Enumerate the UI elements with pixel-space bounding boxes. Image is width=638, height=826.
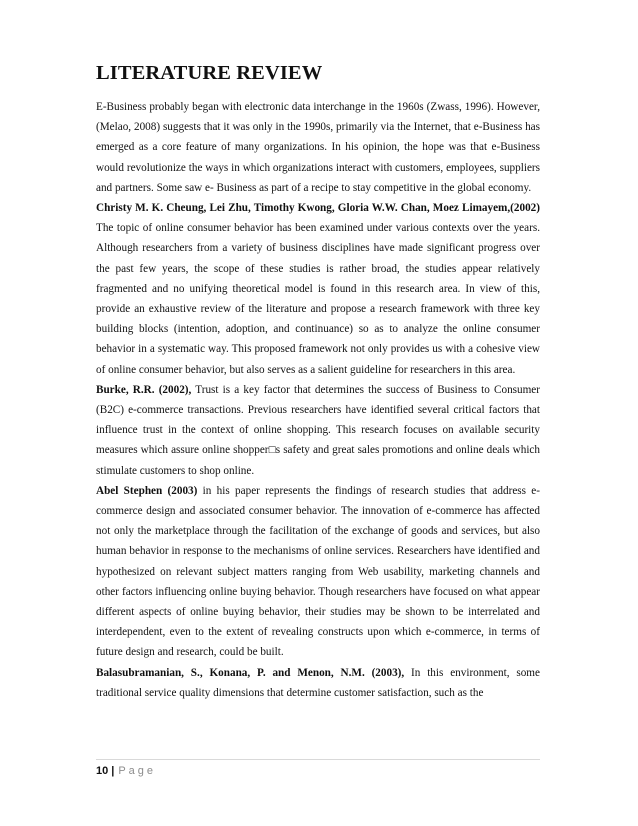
page-label: Page: [118, 765, 157, 777]
paragraph-author: Abel Stephen (2003): [96, 484, 198, 497]
page-title: LITERATURE REVIEW: [96, 62, 323, 84]
paragraph-cheung: [96, 198, 540, 380]
footer-separator: |: [111, 765, 115, 777]
paragraph-balasubramanian: [96, 663, 540, 703]
paragraph-burke: [96, 380, 540, 481]
paragraph-author: Balasubramanian, S., Konana, P. and Menon, N.M. (2003),: [96, 666, 405, 679]
page-footer: [96, 765, 156, 777]
page-number: 10: [96, 765, 109, 777]
paragraph-text: The topic of online consumer behavior has been examined under various contexts over the years. Although researchers from a variety of business disciplines have made significant progress over the past few years, the scope of these studies is rather broad, the studies appear relatively fragmented and no unifying theoretical model is found in this research area. In view of this, provide an exhaustive review of the literature and propose a research framework with three key building blocks (intention, adoption, and continuance) so as to analyze the online consumer behavior in a systematic way. This proposed framework not only provides us with a cohesive view of online consumer behavior, but also serves as a salient guideline for researchers in this area.: [96, 222, 540, 376]
paragraph-text: Trust is a key factor that determines the success of Business to Consumer (B2C) e-commerce transactions. Previous researchers have identified several critical factors that influence trust in the context of online shopping. This research focuses on available security measures which assure online shopper□s safety and great sales promotions and online deals which stimulate customers to shop online.: [96, 383, 540, 477]
paragraph-text: in his paper represents the findings of research studies that address e-commerce design and associated consumer behavior. The innovation of e-commerce has affected not only the marketplace through the facilitation of the exchange of goods and services, but also human behavior in response to the mechanisms of online services. Researchers have identified and hypothesized on relevant subject matters ranging from Web usability, marketing channels and other factors influencing online buying behavior. Though researchers have focused on what appear different aspects of online buying behavior, their studies may be shown to be interrelated and interdependent, even to the extent of revealing constructs upon which e-commerce, in terms of future design and research, could be built.: [96, 484, 540, 659]
footer-divider: [96, 759, 540, 760]
paragraph-author: Burke, R.R. (2002),: [96, 383, 192, 396]
paragraph-text: E-Business probably began with electronic data interchange in the 1960s (Zwass, 1996). However, (Melao, 2008) suggests that it was only in the 1990s, primarily via the Internet, that e-Business has emerged as a core feature of many organizations. In his opinion, the hope was that e-Business would revolutionize the ways in which organizations interact with customers, employees, suppliers and partners. Some saw e- Business as part of a recipe to stay competitive in the global economy.: [96, 101, 540, 194]
paragraph-stephen: [96, 481, 540, 663]
body-content: [96, 97, 540, 703]
paragraph-intro: [96, 97, 540, 198]
paragraph-author: Christy M. K. Cheung, Lei Zhu, Timothy Kwong, Gloria W.W. Chan, Moez Limayem,(2002): [96, 202, 540, 215]
paragraph-text: In this environment, some traditional service quality dimensions that determine customer satisfaction, such as the: [96, 666, 540, 699]
